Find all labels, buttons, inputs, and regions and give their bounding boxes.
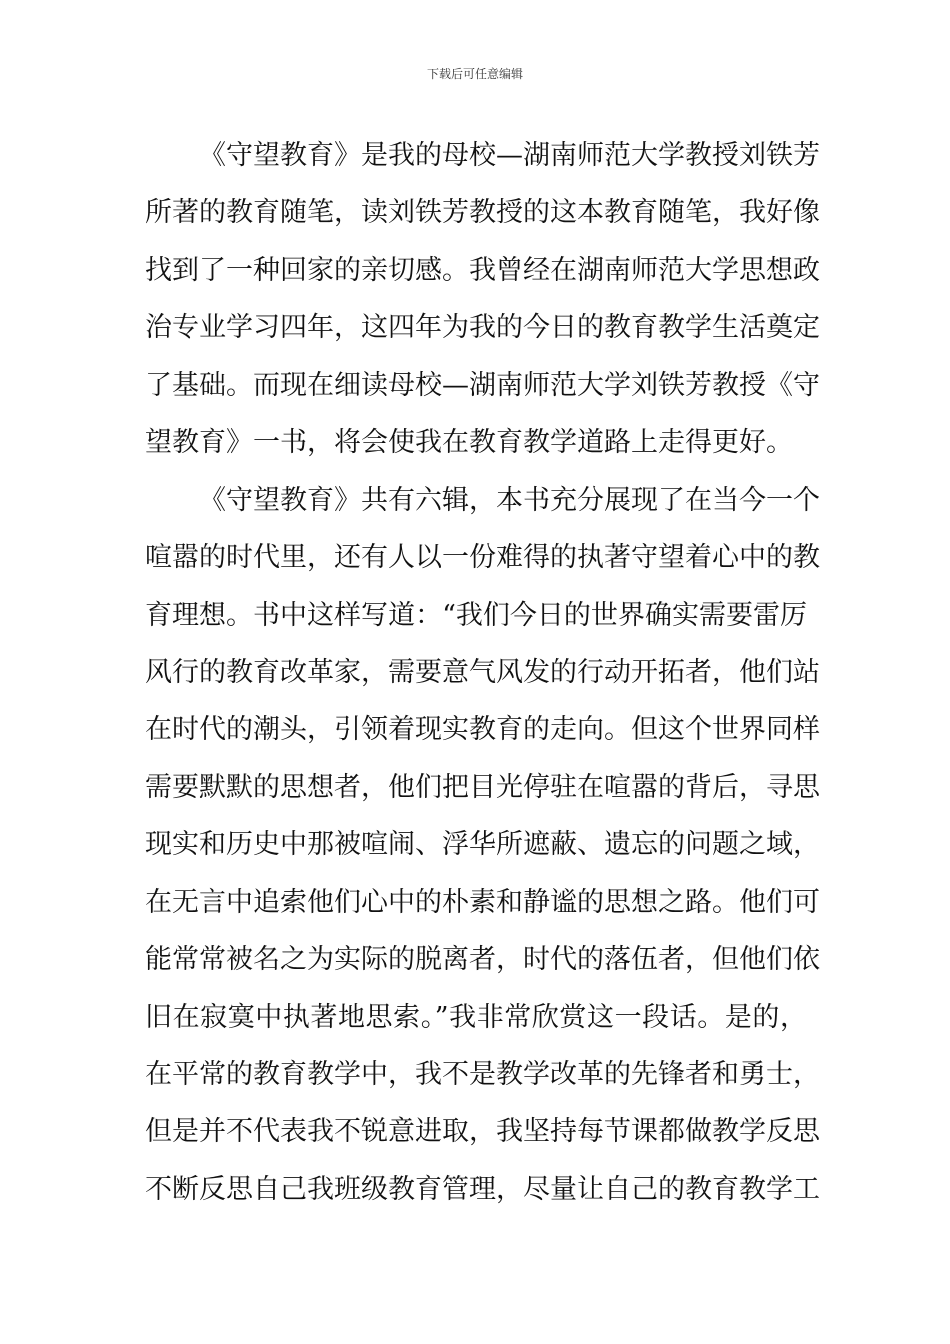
- text-line: 但是并不代表我不锐意进取，我坚持每节课都做教学反思: [145, 1116, 820, 1148]
- text-line: 在时代的潮头，引领着现实教育的走向。但这个世界同样: [145, 714, 820, 746]
- document-body: [145, 127, 820, 1218]
- text-line: 喧嚣的时代里，还有人以一份难得的执著守望着心中的教: [145, 542, 820, 574]
- text-line: 治专业学习四年，这四年为我的今日的教育教学生活奠定: [145, 312, 820, 344]
- header-note: 下载后可任意编辑: [426, 67, 523, 81]
- text-line: 找到了一种回家的亲切感。我曾经在湖南师范大学思想政: [145, 254, 820, 286]
- text-line: 需要默默的思想者，他们把目光停驻在喧嚣的背后，寻思: [145, 771, 820, 803]
- text-line: 在无言中追索他们心中的朴素和静谧的思想之路。他们可: [145, 886, 820, 918]
- paragraph-2: [145, 472, 820, 1219]
- text-line: 了基础。而现在细读母校—湖南师范大学刘铁芳教授《守: [145, 369, 820, 401]
- text-line: 《守望教育》共有六辑，本书充分展现了在当今一个: [199, 484, 820, 516]
- text-line: 旧在寂寞中执著地思索。”我非常欣赏这一段话。是的，: [145, 1001, 807, 1033]
- text-line: 所著的教育随笔，读刘铁芳教授的这本教育随笔，我好像: [145, 197, 820, 229]
- text-line: 望教育》一书，将会使我在教育教学道路上走得更好。: [145, 427, 793, 459]
- paragraph-1: [145, 127, 820, 472]
- text-line: 在平常的教育教学中，我不是教学改革的先锋者和勇士，: [145, 1059, 820, 1090]
- text-line: 不断反思自己我班级教育管理，尽量让自己的教育教学工: [145, 1173, 820, 1205]
- text-line: 育理想。书中这样写道：“我们今日的世界确实需要雷厉: [145, 599, 807, 631]
- text-line: 能常常被名之为实际的脱离者，时代的落伍者，但他们依: [145, 944, 820, 976]
- text-line: 风行的教育改革家，需要意气风发的行动开拓者，他们站: [145, 656, 820, 688]
- text-line: 现实和历史中那被喧闹、浮华所遮蔽、遗忘的问题之域，: [145, 829, 820, 861]
- text-line: 《守望教育》是我的母校—湖南师范大学教授刘铁芳: [199, 140, 820, 171]
